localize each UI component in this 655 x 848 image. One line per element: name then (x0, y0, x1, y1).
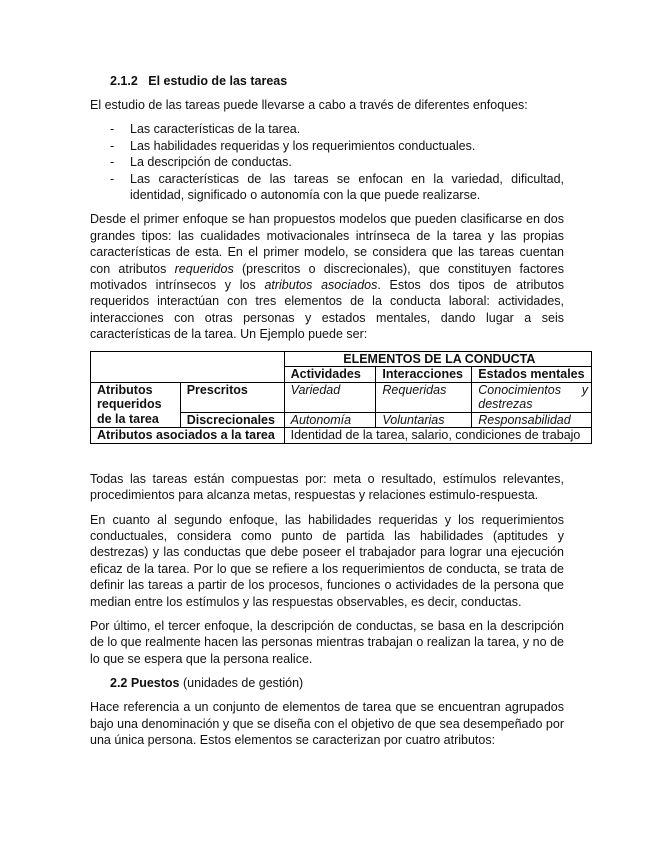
text-run: (prescritos o discrecionales), que constituyen factores motivados intrínsecos y los (90, 261, 565, 293)
text-run: Desde el primer enfoque se han propuestos modelos que pueden clasificarse en dos grandes tipos: las cualidades motivacionales intrínseca de la tarea y las propias características de esta. En el primer modelo, se considera que las tareas cuentan con atributos (90, 212, 564, 276)
table-header-actividades: Actividades (284, 367, 376, 383)
table-cell-empty (91, 351, 285, 382)
table-row (91, 351, 592, 367)
text-run: . Estos dos tipos de atributos requeridos interactúan con tres elementos de la conducta laboral: actividades, interacciones con otras personas y estados mentales, dando lugar a seis características de la tarea. Un Ejemplo puede ser: (90, 278, 564, 342)
emphasis-requeridos: requeridos (174, 261, 234, 276)
table-label-prescritos: Prescritos (180, 382, 284, 412)
table-cell: Conocimientos y destrezas (472, 382, 592, 412)
list-item: - Las habilidades requeridas y los requerimientos conductuales. (90, 138, 564, 154)
approaches-list (90, 121, 564, 203)
table-row-group-label: Atributos requeridos de la tarea (91, 382, 181, 428)
list-item: - Las características de la tarea. (90, 121, 564, 137)
table-header-interacciones: Interacciones (376, 367, 472, 383)
conduct-elements-table (90, 351, 592, 444)
section-title: Puestos (130, 676, 180, 691)
section-title: El estudio de las tareas (148, 74, 288, 88)
section-heading-2-2 (110, 675, 564, 691)
puestos-paragraph: Hace referencia a un conjunto de elementos de tarea que se encuentran agrupados bajo una denominación y que se diseña con el objetivo de que sea desempeñado por una única persona. Estos elementos se caracterizan por cuatro atributos: (90, 700, 564, 747)
second-approach-paragraph: En cuanto al segundo enfoque, las habilidades requeridas y los requerimientos conductuales, considera como punto de partida las habilidades (aptitudes y destrezas) y las conductas que debe poseer el trabajador para lograr una ejecución eficaz de la tarea. Por lo que se refiere a los requerimientos de conducta, se trata de definir las tareas a partir de los procesos, funciones o actividades de la persona que median entre los estímulos y las respuestas observables, es decir, conductas. (90, 512, 564, 609)
document-page (90, 73, 588, 756)
table-row (91, 382, 592, 412)
table-label-asociados: Atributos asociados a la tarea (91, 428, 285, 444)
list-item: - La descripción de conductas. (90, 154, 564, 170)
table-header-elementos: ELEMENTOS DE LA CONDUCTA (284, 351, 591, 367)
section-number: 2.1.2 (110, 74, 138, 88)
list-item: - Las características de las tareas se enfocan en la variedad, dificultad, identidad, significado o autonomía con la que puede realizarse. (90, 171, 564, 204)
table-label-discrecionales: Discrecionales (180, 412, 284, 428)
components-paragraph: Todas las tareas están compuestas por: meta o resultado, estímulos relevantes, procedimientos para alcanza metas, respuestas y relaciones estimulo-respuesta. (90, 471, 564, 503)
table-header-estados: Estados mentales (472, 367, 592, 383)
table-row (91, 428, 592, 444)
table-cell: Autonomía (284, 412, 376, 428)
intro-paragraph: El estudio de las tareas puede llevarse a cabo a través de diferentes enfoques: (90, 98, 528, 112)
models-paragraph (90, 211, 564, 342)
emphasis-atributos-asociados: atributos asociados (264, 278, 378, 293)
section-subtitle: (unidades de gestión) (183, 676, 304, 691)
third-approach-paragraph: Por último, el tercer enfoque, la descripción de conductas, se basa en la descripción de lo que realmente hacen las personas mientras trabajan o realizan la tarea, y no de lo que se espera que la persona realice. (90, 618, 564, 666)
table-cell: Identidad de la tarea, salario, condiciones de trabajo (284, 428, 591, 444)
section-heading-2-1-2 (110, 73, 564, 89)
table-cell: Requeridas (376, 382, 472, 412)
table-cell: Variedad (284, 382, 376, 412)
table-cell: Responsabilidad (472, 412, 592, 428)
table-cell: Voluntarias (376, 412, 472, 428)
section-number: 2.2 (110, 676, 128, 691)
